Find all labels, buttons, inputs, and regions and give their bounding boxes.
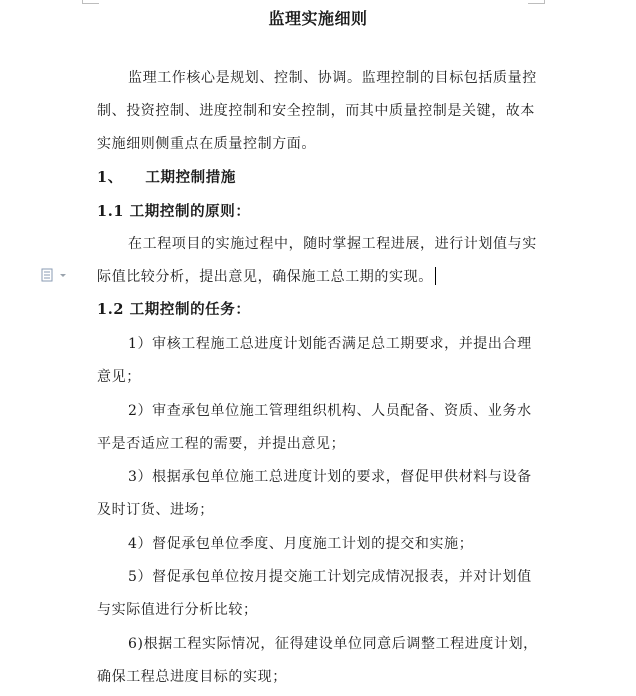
paragraph-options-icon[interactable] — [41, 268, 69, 282]
section-heading-1-text: 1、 工期控制措施 — [97, 169, 236, 186]
crop-mark-right — [528, 0, 545, 4]
intro-line-2[interactable]: 制、投资控制、进度控制和安全控制，而其中质量控制是关键，故本 — [97, 103, 535, 119]
task-3-line-1[interactable]: 3）根据承包单位施工总进度计划的要求，督促甲供材料与设备 — [128, 469, 532, 485]
crop-mark-left — [82, 0, 99, 4]
principle-line-1[interactable]: 在工程项目的实施过程中，随时掌握工程进展，进行计划值与实 — [128, 236, 537, 252]
subsection-heading-1-2[interactable]: 1.2 工期控制的任务： — [97, 301, 251, 318]
task-4-line-1[interactable]: 4）督促承包单位季度、月度施工计划的提交和实施； — [128, 536, 474, 552]
document-title[interactable]: 监理实施细则 — [268, 9, 368, 28]
task-2-line-1[interactable]: 2）审查承包单位施工管理组织机构、人员配备、资质、业务水 — [128, 403, 532, 419]
principle-line-2-text: 际值比较分析，提出意见，确保施工总工期的实现。 — [97, 269, 433, 285]
text-cursor — [435, 267, 436, 285]
task-6-line-1[interactable]: 6)根据工程实际情况，征得建设单位同意后调整工程进度计划， — [128, 636, 538, 652]
intro-line-1[interactable]: 监理工作核心是规划、控制、协调。监理控制的目标包括质量控 — [128, 70, 537, 86]
principle-line-2[interactable] — [97, 267, 547, 287]
task-2-line-2[interactable]: 平是否适应工程的需要，并提出意见； — [97, 436, 346, 452]
section-heading-1[interactable] — [97, 168, 547, 188]
intro-line-3[interactable]: 实施细则侧重点在质量控制方面。 — [97, 136, 316, 152]
task-3-line-2[interactable]: 及时订货、进场； — [97, 502, 214, 518]
task-6-line-2[interactable]: 确保工程总进度目标的实现； — [97, 669, 287, 685]
task-1-line-2[interactable]: 意见； — [97, 369, 141, 385]
task-5-line-1[interactable]: 5）督促承包单位按月提交施工计划完成情况报表，并对计划值 — [128, 569, 532, 585]
task-1-line-1[interactable]: 1）审核工程施工总进度计划能否满足总工期要求，并提出合理 — [128, 336, 532, 352]
task-5-line-2[interactable]: 与实际值进行分析比较； — [97, 602, 258, 618]
subsection-heading-1-1[interactable]: 1.1 工期控制的原则： — [97, 203, 251, 220]
